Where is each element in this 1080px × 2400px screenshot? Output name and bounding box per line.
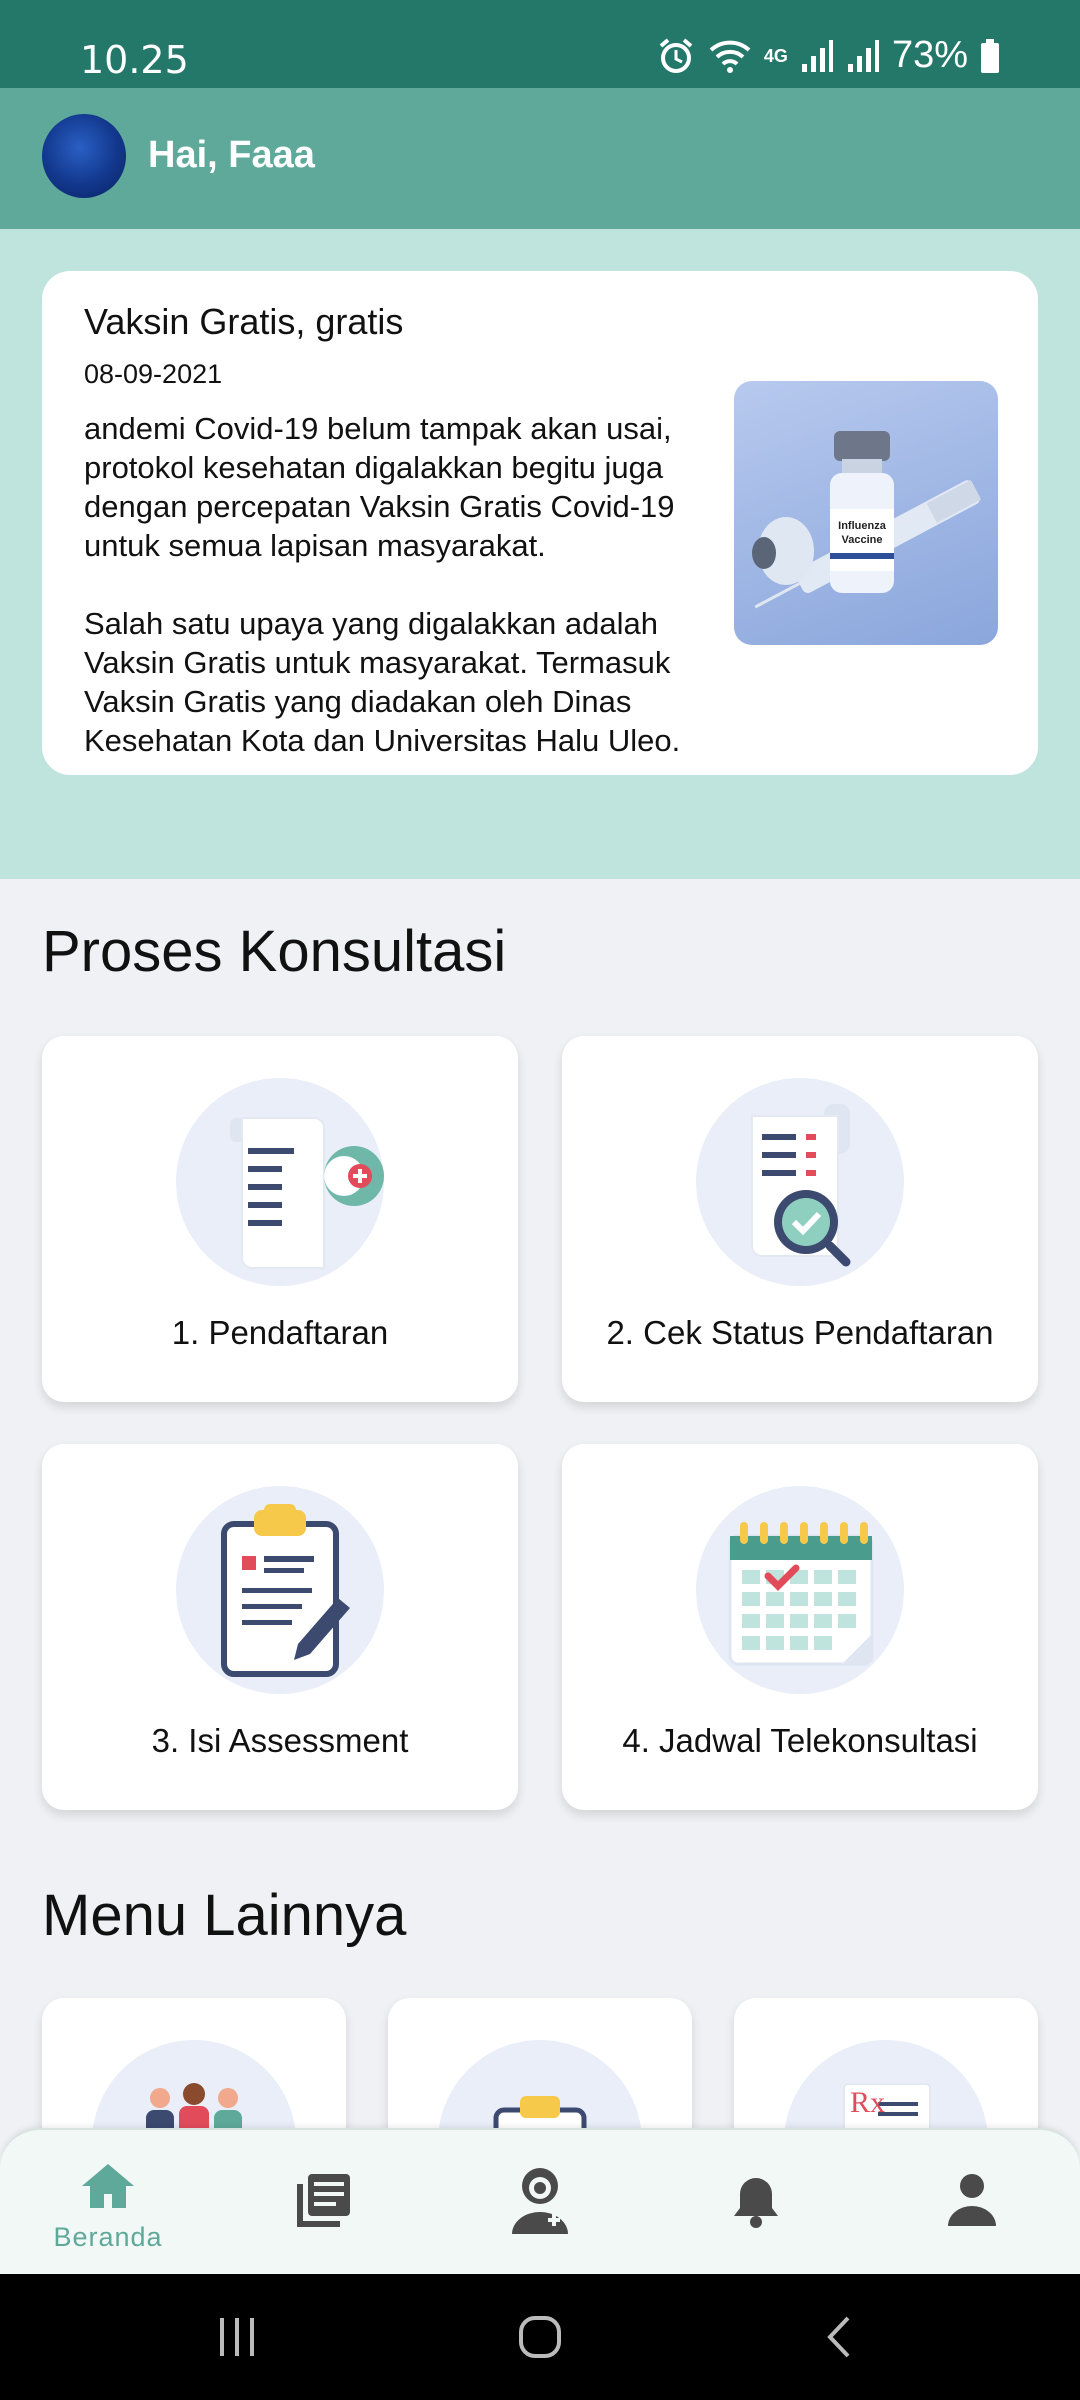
other-menu-title: Menu Lainnya [42,1883,407,1948]
avatar[interactable] [42,114,126,198]
recent-apps-icon[interactable] [212,2312,262,2362]
process-section-title: Proses Konsultasi [42,919,507,984]
news-list-icon [294,2170,354,2230]
bottom-navigation [0,2128,1080,2274]
system-navigation [0,2274,1080,2400]
check-status-label: 2. Cek Status Pendaftaran [606,1314,994,1351]
status-bar [0,0,1080,88]
hero-section [0,229,1080,879]
home-button-icon[interactable] [515,2312,565,2362]
menu-card-clipboard[interactable] [388,1998,692,2148]
doctor-icon [508,2164,572,2236]
bell-icon [726,2172,786,2232]
nav-notifications[interactable] [648,2130,864,2276]
menu-card-people[interactable] [42,1998,346,2148]
registration-document-icon [42,1036,518,1296]
assessment-label: 3. Isi Assessment [151,1722,409,1759]
registration-card[interactable] [42,1036,518,1402]
check-status-icon [562,1036,1038,1296]
prescription-symbol: Rx [850,2086,886,2119]
network-type: 4G [763,45,788,66]
back-icon[interactable] [816,2312,866,2362]
signal-icon-2 [846,38,880,74]
clipboard-icon [388,1998,692,2148]
assessment-card[interactable] [42,1444,518,1810]
news-card[interactable] [42,271,1038,775]
status-time: 10.25 [80,38,189,82]
battery-percent: 73% [891,34,968,76]
schedule-card[interactable] [562,1444,1038,1810]
registration-label: 1. Pendaftaran [171,1314,389,1351]
news-date: 08-09-2021 [84,359,223,389]
news-title: Vaksin Gratis, gratis [84,301,404,342]
nav-profile[interactable] [864,2130,1080,2276]
vaccine-image [734,381,998,645]
calendar-schedule-icon [562,1444,1038,1704]
profile-icon [942,2170,1002,2230]
prescription-icon [734,1998,1038,2148]
alarm-icon [656,36,696,76]
home-icon [78,2158,138,2214]
nav-home[interactable] [0,2130,216,2276]
vaccine-label-2: Vaccine [841,534,883,546]
news-body: andemi Covid-19 belum tampak akan usai, protokol kesehatan digalakkan begitu juga dengan percepatan Vaksin Gratis Covid-19 untuk semua lapisan masyarakat. Salah satu upaya yang digalakkan adalah Vaksin Gratis untuk masyarakat. Termasuk Vaksin Gratis yang diadakan oleh Dinas Kesehatan Kota dan Universitas Halu Uleo. [84,411,681,758]
app-header [0,88,1080,229]
signal-icon [800,38,834,74]
greeting-text: Hai, Faaa [148,134,315,176]
check-status-card[interactable] [562,1036,1038,1402]
menu-card-prescription[interactable] [734,1998,1038,2148]
clipboard-assessment-icon [42,1444,518,1704]
schedule-label: 4. Jadwal Telekonsultasi [622,1722,978,1759]
vaccine-label-1: Influenza [838,520,886,532]
wifi-icon [708,36,752,76]
nav-home-label: Beranda [53,2222,163,2252]
status-icons [656,34,1000,77]
battery-icon [980,38,1000,74]
nav-news[interactable] [216,2130,432,2276]
nav-doctor[interactable] [432,2130,648,2276]
people-icon [42,1998,346,2148]
